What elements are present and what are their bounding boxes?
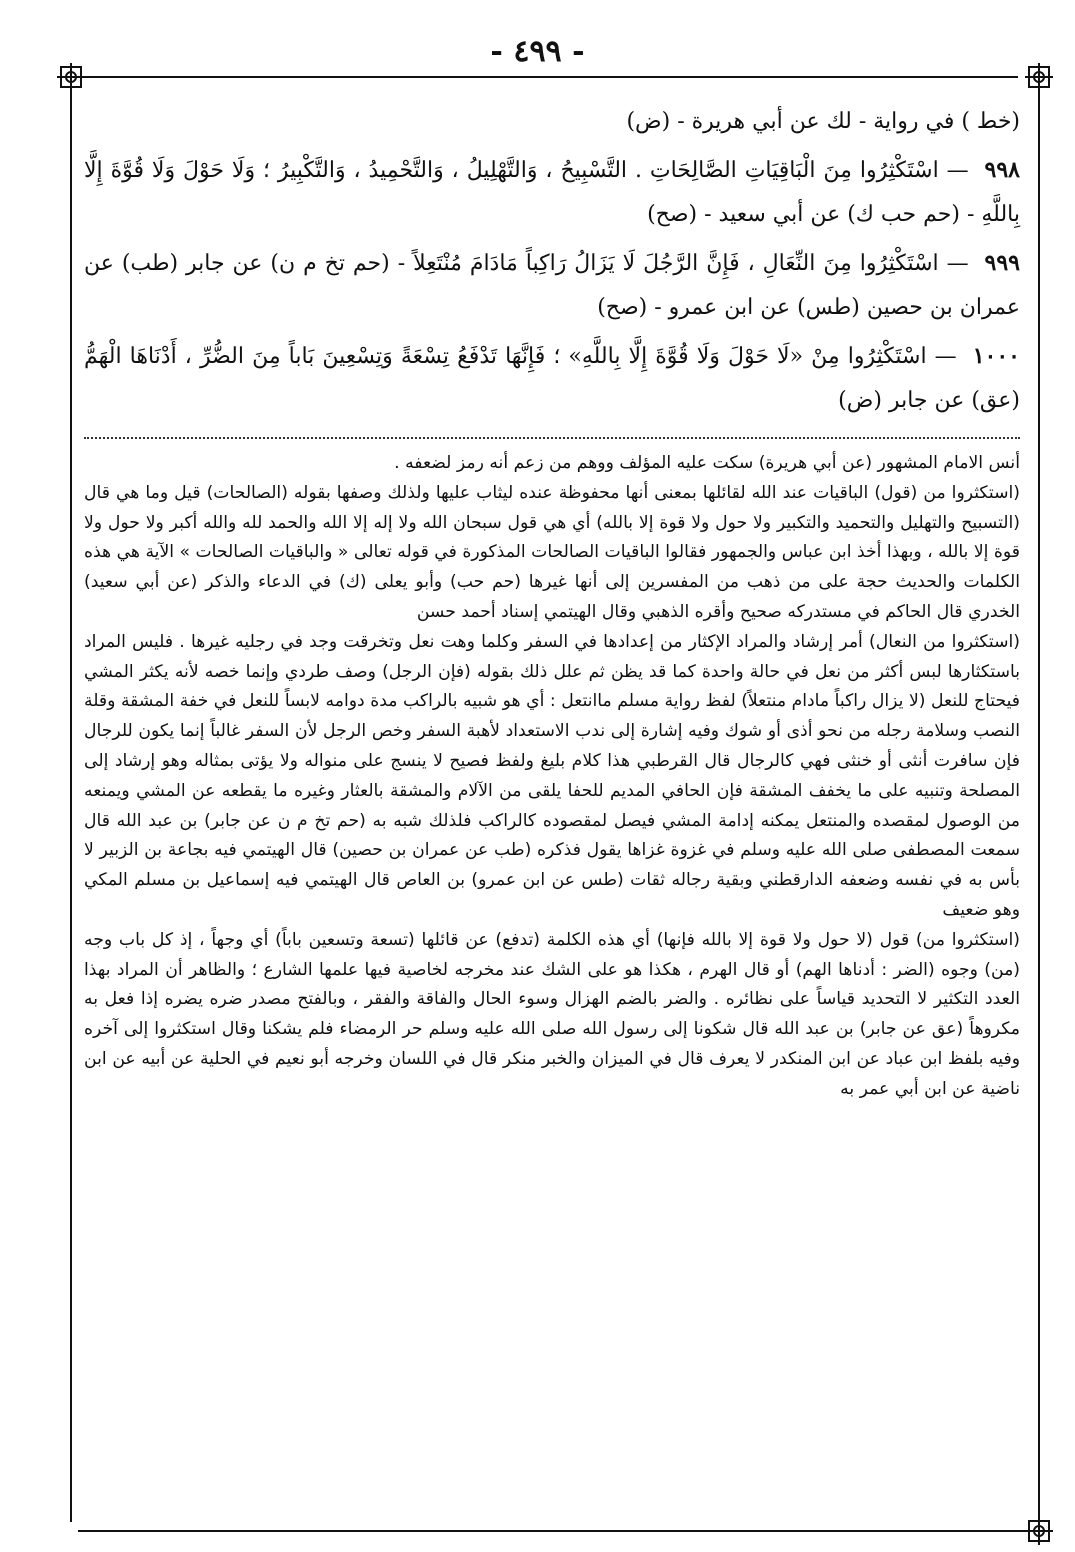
hadith-number: ٩٩٩ xyxy=(984,250,1020,276)
hadith-text: (خط ) في رواية - لك عن أبي هريرة - (ض) xyxy=(626,109,1020,134)
hadith-source: (حم حب ك) عن أبي سعيد - (صح) xyxy=(647,202,960,227)
page-number: - ٤٩٩ - xyxy=(490,34,585,69)
hadith-section xyxy=(84,100,1020,423)
hadith-entry xyxy=(84,241,1020,330)
hadith-text: — اسْتَكْثِرُوا مِنَ النِّعَالِ ، فَإِنَّ الرَّجُلَ لَا يَزَالُ رَاكِباً مَادَامَ مُنْتَعِلاً - xyxy=(397,251,969,276)
commentary-paragraph: أنس الامام المشهور (عن أبي هريرة) سكت عليه المؤلف ووهم من زعم أنه رمز لضعفه . xyxy=(394,453,1020,473)
hadith-source: (عق) عن جابر (ض) xyxy=(838,388,1020,413)
commentary-paragraph: (استكثروا من النعال) أمر إرشاد والمراد الإكثار من إعدادها في السفر وكلما وهت نعل وتخرقت وجد في رجليه غيرها . فليس المراد باستكثارها لبس أكثر من نعل في حالة واحدة كما قد يظن ثم علل ذلك بقوله (فإن الرجل) وصف طردي وإنما خصه لأنه يكثر المشي فيحتاج للنعل (لا يزال راكباً مادام منتعلاً) لفظ رواية مسلم ماانتعل : أي هو شبيه بالراكب مدة دوامه لابساً للنعل في خفة المشقة وقلة النصب وسلامة رجله من نحو أذى أو شوك وفيه إشارة إلى ندب الاستعداد لأهبة السفر وخص الرجل لأن السفر غالباً إنما يكون للرجال فإن سافرت أنثى أو خنثى فهي كالرجال قال القرطبي هذا كلام بليغ ولفظ فصيح لا ينسج على منواله ولا يؤتى بمثاله وهو إرشاد إلى المصلحة وتنبيه على ما يخفف المشقة فإن الحافي المديم للحفا يلقى من الآلام والمشقة بالعثار وغيره ما يقطعه عن المشي ويمنعه من الوصول لمقصده والمنتعل يمكنه إدامة المشي فيصل لمقصوده كالراكب فلذلك شبه به (حم تخ م ن عن جابر) بن عبد الله قال سمعت المصطفى صلى الله عليه وسلم في غزوة غزاها يقول فذكره (طب عن عمران بن حصين) قال الهيتمي فيه بجاعة بن الزبير لا بأس به في نفسه وضعفه الدارقطني وبقية رجاله ثقات (طس عن ابن عمرو) بن العاص قال الهيتمي فيه إسماعيل بن مسلم المكي وهو ضعيف xyxy=(84,631,1020,920)
commentary-section xyxy=(84,449,1020,1105)
hadith-number: ٩٩٨ xyxy=(984,157,1020,183)
hadith-number: ١٠٠٠ xyxy=(972,343,1020,369)
dotted-divider xyxy=(84,437,1020,439)
right-border xyxy=(1038,90,1040,1522)
hadith-text: — اسْتَكْثِرُوا مِنَ الْبَاقِيَاتِ الصَّالِحَاتِ . التَّسْبِيحُ ، وَالتَّهْلِيلُ ، وَالتَّحْمِيدُ ، وَالتَّكْبِيرُ ؛ وَلَا حَوْلَ وَلَا قُوَّةَ إِلَّا بِاللَّهِ - xyxy=(84,158,1020,227)
hadith-source: (حم تخ م ن) عن جابر (طب) عن عمران بن حصين (طس) عن ابن عمرو - (صح) xyxy=(84,251,1020,320)
hadith-text: — اسْتَكْثِرُوا مِنْ «لَا حَوْلَ وَلَا قُوَّةَ إِلَّا بِاللَّهِ» ؛ فَإِنَّهَا تَدْفَعُ تِسْعَةً وَتِسْعِينَ بَاباً مِنَ الضُّرِّ ، أَدْنَاهَا الْهَمُّ xyxy=(84,344,957,369)
commentary-paragraph: (استكثروا من) قول (لا حول ولا قوة إلا بالله فإنها) أي هذه الكلمة (تدفع) عن قائلها (تسعة وتسعين باباً) أي وجهاً ، إذ كل باب وجه (من) وجوه (الضر : أدناها الهم) أو قال الهرم ، هكذا هو على الشك عند مخرجه لخاصية فيها علمها الشارع ؛ والظاهر أن المراد بهذا العدد التكثير لا التحديد قياساً على نظائره . والضر بالضم الهزال وسوء الحال والفاقة والفقر ، وبالفتح مصدر ضره يضره إذا فعل به مكروهاً (عق عن جابر) بن عبد الله قال شكونا إلى رسول الله صلى الله عليه وسلم حر الرمضاء فلم يشكنا وقال استكثروا إلى آخره وفيه بلفظ ابن عباد عن ابن المنكدر لا يعرف قال في الميزان والخبر منكر قال في اللسان وخرجه أبو نعيم في الحلية عن أبيه عن ابن ناضية عن ابن أبي عمر به xyxy=(84,929,1020,1099)
corner-ornament-icon xyxy=(1024,62,1054,92)
hadith-entry xyxy=(84,100,1020,144)
top-rule xyxy=(78,76,1018,78)
page-content xyxy=(84,100,1020,1105)
bottom-rule xyxy=(78,1530,1038,1532)
corner-ornament-icon xyxy=(1024,1516,1054,1546)
commentary-paragraph: (استكثروا من (قول) الباقيات عند الله لقائلها بمعنى أنها محفوظة عنده ليثاب عليها ولذلك وصفها بقوله (الصالحات) قيل وما هي قال (التسبيح والتهليل والتحميد والتكبير ولا حول ولا قوة إلا بالله) أي هي قول سبحان الله ولا إله إلا الله والحمد لله والله أكبر ولا حول ولا قوة إلا بالله ، وبهذا أخذ ابن عباس والجمهور فقالوا الباقيات الصالحات المذكورة في قوله تعالى « والباقيات الصالحات » الآية هي هذه الكلمات والحديث حجة على من ذهب من المفسرين إلى أنها غيرها (حم حب) وأبو يعلى (ك) في الدعاء والذكر (عن أبي سعيد) الخدري قال الحاكم في مستدركه صحيح وأقره الذهبي وقال الهيتمي إسناد أحمد حسن xyxy=(84,482,1020,622)
hadith-entry xyxy=(84,334,1020,423)
corner-ornament-icon xyxy=(56,62,86,92)
hadith-entry xyxy=(84,148,1020,237)
left-border xyxy=(70,90,72,1522)
